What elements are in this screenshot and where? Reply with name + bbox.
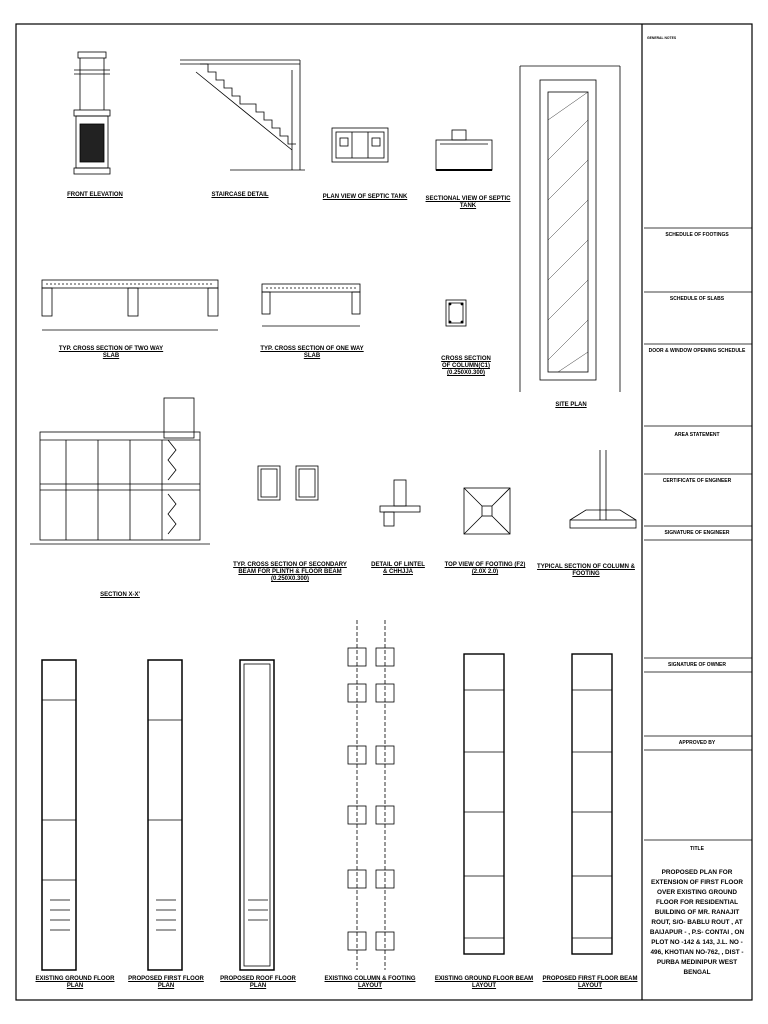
lintel-label: DETAIL OF LINTEL & CHHJJA <box>371 562 425 575</box>
two-way-slab-drawing <box>42 280 218 330</box>
front-elevation-drawing <box>74 52 110 174</box>
footing-top-drawing <box>464 488 510 534</box>
general-notes-heading: GENERAL NOTES <box>647 36 677 40</box>
proposed-first-floor-plan <box>148 660 182 970</box>
column-section-label: CROSS SECTION OF COLUMN(C1) (0.250X0.300) <box>441 356 491 376</box>
lintel-drawing <box>380 480 420 526</box>
signature-engineer-label: SIGNATURE OF ENGINEER <box>664 530 730 536</box>
signature-owner-label: SIGNATURE OF OWNER <box>668 662 726 668</box>
proposed-roof-floor-plan <box>240 660 274 970</box>
one-way-slab-drawing <box>262 284 360 326</box>
first-beam-layout-label: PROPOSED FIRST FLOOR BEAM LAYOUT <box>542 976 638 989</box>
site-plan-drawing <box>520 66 620 392</box>
column-footing-label: TYPICAL SECTION OF COLUMN & FOOTING <box>537 564 635 577</box>
staircase-detail-label: STAIRCASE DETAIL <box>211 192 269 198</box>
schedule-slabs-heading: SCHEDULE OF SLABS <box>669 296 725 302</box>
section-xx-label: SECTION X-X' <box>100 592 140 598</box>
title-label: TITLE <box>690 846 704 852</box>
section-xx-drawing <box>30 398 210 544</box>
first-floor-beam-layout <box>572 654 612 954</box>
column-footing-layout <box>348 620 394 970</box>
proposed-roof-plan-label: PROPOSED ROOF FLOOR PLAN <box>220 976 296 989</box>
two-way-slab-label: TYP. CROSS SECTION OF TWO WAY SLAB <box>58 346 164 359</box>
staircase-drawing <box>180 60 305 170</box>
septic-section-label: SECTIONAL VIEW OF SEPTIC TANK <box>425 196 511 209</box>
site-plan-label: SITE PLAN <box>555 402 587 408</box>
certificate-heading: CERTIFICATE OF ENGINEER <box>662 478 732 484</box>
area-statement-heading: AREA STATEMENT <box>674 432 720 438</box>
column-section-drawing <box>446 300 466 326</box>
front-elevation-label: FRONT ELEVATION <box>67 192 123 198</box>
septic-plan-drawing <box>332 128 388 162</box>
ground-beam-layout-label: EXISTING GROUND FLOOR BEAM LAYOUT <box>434 976 534 989</box>
one-way-slab-label: TYP. CROSS SECTION OF ONE WAY SLAB <box>260 346 364 359</box>
secondary-beam-label: TYP. CROSS SECTION OF SECONDARY BEAM FOR PLINTH & FLOOR BEAM (0.250X0.300) <box>233 562 347 582</box>
septic-plan-label: PLAN VIEW OF SEPTIC TANK <box>322 194 408 200</box>
existing-ground-plan-label: EXISTING GROUND FLOOR PLAN <box>35 976 115 989</box>
schedule-footings-heading: SCHEDULE OF FOOTINGS <box>665 232 729 238</box>
project-title: PROPOSED PLAN FOR EXTENSION OF FIRST FLOOR OVER EXISTING GROUND FLOOR FOR RESIDENTIAL BUILDING OF MR. RANAJIT ROUT, S/O- BABLU ROUT , AT BAIJAPUR - , P.S- CONTAI , ON PLOT NO -142 & 143, J.L. NO - 496, KHOTIAN NO-762, , DIST - PURBA MEDINIPUR WEST BENGAL <box>649 869 745 976</box>
column-layout-label: EXISTING COLUMN & FOOTING LAYOUT <box>324 976 416 989</box>
existing-ground-floor-plan <box>42 660 76 970</box>
septic-section-drawing <box>436 130 492 170</box>
column-footing-drawing <box>570 450 636 528</box>
proposed-first-plan-label: PROPOSED FIRST FLOOR PLAN <box>128 976 204 989</box>
footing-top-label: TOP VIEW OF FOOTING (F2) (2.0X 2.0) <box>444 562 526 575</box>
title-panel <box>644 30 750 996</box>
approved-by-label: APPROVED BY <box>678 740 716 746</box>
door-window-heading: DOOR & WINDOW OPENING SCHEDULE <box>648 348 746 354</box>
secondary-beam-drawing <box>258 466 318 500</box>
ground-floor-beam-layout <box>464 654 504 954</box>
